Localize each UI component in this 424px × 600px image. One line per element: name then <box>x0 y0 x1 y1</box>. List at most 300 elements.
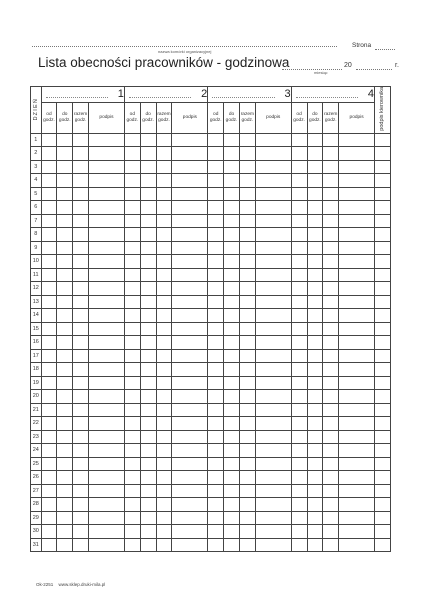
entry-cell[interactable] <box>156 417 172 431</box>
entry-cell[interactable] <box>73 444 89 458</box>
entry-cell[interactable] <box>291 444 307 458</box>
entry-cell[interactable] <box>89 417 125 431</box>
entry-cell[interactable] <box>339 363 375 377</box>
entry-cell[interactable] <box>224 133 240 147</box>
entry-cell[interactable] <box>140 538 156 552</box>
entry-cell[interactable] <box>140 160 156 174</box>
entry-cell[interactable] <box>255 255 291 269</box>
entry-cell[interactable] <box>73 390 89 404</box>
entry-cell[interactable] <box>140 255 156 269</box>
entry-cell[interactable] <box>224 444 240 458</box>
entry-cell[interactable] <box>307 282 323 296</box>
entry-cell[interactable] <box>172 322 208 336</box>
manager-signature-cell[interactable] <box>375 147 391 161</box>
entry-cell[interactable] <box>57 295 73 309</box>
manager-signature-cell[interactable] <box>375 268 391 282</box>
entry-cell[interactable] <box>89 430 125 444</box>
entry-cell[interactable] <box>156 268 172 282</box>
entry-cell[interactable] <box>307 376 323 390</box>
entry-cell[interactable] <box>224 511 240 525</box>
entry-cell[interactable] <box>339 133 375 147</box>
entry-cell[interactable] <box>339 228 375 242</box>
entry-cell[interactable] <box>89 457 125 471</box>
entry-cell[interactable] <box>307 363 323 377</box>
entry-cell[interactable] <box>307 471 323 485</box>
entry-cell[interactable] <box>73 336 89 350</box>
entry-cell[interactable] <box>140 174 156 188</box>
employee-name-line[interactable] <box>212 97 274 98</box>
entry-cell[interactable] <box>323 201 339 215</box>
entry-cell[interactable] <box>291 363 307 377</box>
entry-cell[interactable] <box>323 525 339 539</box>
entry-cell[interactable] <box>156 336 172 350</box>
page-number-line[interactable] <box>375 49 395 50</box>
entry-cell[interactable] <box>291 295 307 309</box>
entry-cell[interactable] <box>208 241 224 255</box>
entry-cell[interactable] <box>323 336 339 350</box>
entry-cell[interactable] <box>57 255 73 269</box>
manager-signature-cell[interactable] <box>375 525 391 539</box>
entry-cell[interactable] <box>172 187 208 201</box>
entry-cell[interactable] <box>208 160 224 174</box>
entry-cell[interactable] <box>140 430 156 444</box>
entry-cell[interactable] <box>140 133 156 147</box>
entry-cell[interactable] <box>339 295 375 309</box>
entry-cell[interactable] <box>239 228 255 242</box>
entry-cell[interactable] <box>255 403 291 417</box>
entry-cell[interactable] <box>291 255 307 269</box>
entry-cell[interactable] <box>291 336 307 350</box>
entry-cell[interactable] <box>57 376 73 390</box>
entry-cell[interactable] <box>224 417 240 431</box>
entry-cell[interactable] <box>124 160 140 174</box>
entry-cell[interactable] <box>140 282 156 296</box>
entry-cell[interactable] <box>291 390 307 404</box>
entry-cell[interactable] <box>124 133 140 147</box>
entry-cell[interactable] <box>89 538 125 552</box>
entry-cell[interactable] <box>89 160 125 174</box>
entry-cell[interactable] <box>73 255 89 269</box>
entry-cell[interactable] <box>172 268 208 282</box>
entry-cell[interactable] <box>89 484 125 498</box>
entry-cell[interactable] <box>339 417 375 431</box>
entry-cell[interactable] <box>307 457 323 471</box>
entry-cell[interactable] <box>208 322 224 336</box>
entry-cell[interactable] <box>156 376 172 390</box>
entry-cell[interactable] <box>73 376 89 390</box>
entry-cell[interactable] <box>224 498 240 512</box>
entry-cell[interactable] <box>208 201 224 215</box>
entry-cell[interactable] <box>224 241 240 255</box>
entry-cell[interactable] <box>208 363 224 377</box>
entry-cell[interactable] <box>124 444 140 458</box>
entry-cell[interactable] <box>156 228 172 242</box>
entry-cell[interactable] <box>89 498 125 512</box>
entry-cell[interactable] <box>255 471 291 485</box>
entry-cell[interactable] <box>307 498 323 512</box>
entry-cell[interactable] <box>156 322 172 336</box>
manager-signature-cell[interactable] <box>375 214 391 228</box>
entry-cell[interactable] <box>307 201 323 215</box>
entry-cell[interactable] <box>57 201 73 215</box>
manager-signature-cell[interactable] <box>375 538 391 552</box>
entry-cell[interactable] <box>339 201 375 215</box>
entry-cell[interactable] <box>89 133 125 147</box>
entry-cell[interactable] <box>239 538 255 552</box>
entry-cell[interactable] <box>41 484 57 498</box>
manager-signature-cell[interactable] <box>375 228 391 242</box>
entry-cell[interactable] <box>255 484 291 498</box>
entry-cell[interactable] <box>323 457 339 471</box>
entry-cell[interactable] <box>57 241 73 255</box>
entry-cell[interactable] <box>208 444 224 458</box>
entry-cell[interactable] <box>323 430 339 444</box>
entry-cell[interactable] <box>239 309 255 323</box>
entry-cell[interactable] <box>239 444 255 458</box>
employee-name-line[interactable] <box>129 97 191 98</box>
entry-cell[interactable] <box>323 228 339 242</box>
entry-cell[interactable] <box>208 133 224 147</box>
entry-cell[interactable] <box>89 322 125 336</box>
entry-cell[interactable] <box>172 484 208 498</box>
entry-cell[interactable] <box>339 322 375 336</box>
entry-cell[interactable] <box>291 538 307 552</box>
entry-cell[interactable] <box>323 390 339 404</box>
entry-cell[interactable] <box>124 255 140 269</box>
entry-cell[interactable] <box>89 201 125 215</box>
entry-cell[interactable] <box>291 417 307 431</box>
entry-cell[interactable] <box>57 147 73 161</box>
entry-cell[interactable] <box>339 349 375 363</box>
manager-signature-cell[interactable] <box>375 471 391 485</box>
entry-cell[interactable] <box>140 147 156 161</box>
entry-cell[interactable] <box>41 457 57 471</box>
entry-cell[interactable] <box>339 160 375 174</box>
entry-cell[interactable] <box>307 349 323 363</box>
entry-cell[interactable] <box>41 525 57 539</box>
entry-cell[interactable] <box>307 525 323 539</box>
entry-cell[interactable] <box>291 457 307 471</box>
entry-cell[interactable] <box>140 363 156 377</box>
entry-cell[interactable] <box>172 363 208 377</box>
entry-cell[interactable] <box>73 201 89 215</box>
entry-cell[interactable] <box>89 241 125 255</box>
entry-cell[interactable] <box>291 268 307 282</box>
entry-cell[interactable] <box>323 376 339 390</box>
entry-cell[interactable] <box>239 187 255 201</box>
entry-cell[interactable] <box>255 174 291 188</box>
entry-cell[interactable] <box>172 147 208 161</box>
entry-cell[interactable] <box>323 484 339 498</box>
entry-cell[interactable] <box>323 511 339 525</box>
entry-cell[interactable] <box>140 525 156 539</box>
entry-cell[interactable] <box>323 349 339 363</box>
entry-cell[interactable] <box>124 403 140 417</box>
entry-cell[interactable] <box>208 471 224 485</box>
entry-cell[interactable] <box>156 511 172 525</box>
manager-signature-cell[interactable] <box>375 444 391 458</box>
entry-cell[interactable] <box>73 187 89 201</box>
entry-cell[interactable] <box>323 403 339 417</box>
entry-cell[interactable] <box>172 133 208 147</box>
entry-cell[interactable] <box>124 201 140 215</box>
entry-cell[interactable] <box>255 525 291 539</box>
entry-cell[interactable] <box>323 295 339 309</box>
entry-cell[interactable] <box>307 484 323 498</box>
entry-cell[interactable] <box>73 228 89 242</box>
entry-cell[interactable] <box>323 160 339 174</box>
entry-cell[interactable] <box>255 214 291 228</box>
entry-cell[interactable] <box>323 214 339 228</box>
entry-cell[interactable] <box>323 363 339 377</box>
entry-cell[interactable] <box>208 403 224 417</box>
entry-cell[interactable] <box>224 390 240 404</box>
entry-cell[interactable] <box>239 133 255 147</box>
entry-cell[interactable] <box>156 174 172 188</box>
entry-cell[interactable] <box>208 282 224 296</box>
website[interactable]: www.sklep.druki-mila.pl <box>58 582 106 587</box>
entry-cell[interactable] <box>224 403 240 417</box>
entry-cell[interactable] <box>41 255 57 269</box>
manager-signature-cell[interactable] <box>375 160 391 174</box>
entry-cell[interactable] <box>89 174 125 188</box>
entry-cell[interactable] <box>124 430 140 444</box>
entry-cell[interactable] <box>172 336 208 350</box>
entry-cell[interactable] <box>339 430 375 444</box>
entry-cell[interactable] <box>239 498 255 512</box>
entry-cell[interactable] <box>41 363 57 377</box>
entry-cell[interactable] <box>307 214 323 228</box>
entry-cell[interactable] <box>224 349 240 363</box>
entry-cell[interactable] <box>140 295 156 309</box>
entry-cell[interactable] <box>239 241 255 255</box>
entry-cell[interactable] <box>239 511 255 525</box>
entry-cell[interactable] <box>323 471 339 485</box>
entry-cell[interactable] <box>239 336 255 350</box>
entry-cell[interactable] <box>339 336 375 350</box>
entry-cell[interactable] <box>57 403 73 417</box>
entry-cell[interactable] <box>208 417 224 431</box>
entry-cell[interactable] <box>224 322 240 336</box>
entry-cell[interactable] <box>156 390 172 404</box>
entry-cell[interactable] <box>124 174 140 188</box>
entry-cell[interactable] <box>89 255 125 269</box>
entry-cell[interactable] <box>255 241 291 255</box>
entry-cell[interactable] <box>339 376 375 390</box>
entry-cell[interactable] <box>156 201 172 215</box>
manager-signature-cell[interactable] <box>375 390 391 404</box>
entry-cell[interactable] <box>172 282 208 296</box>
entry-cell[interactable] <box>323 417 339 431</box>
entry-cell[interactable] <box>339 309 375 323</box>
entry-cell[interactable] <box>41 390 57 404</box>
entry-cell[interactable] <box>208 336 224 350</box>
entry-cell[interactable] <box>291 376 307 390</box>
entry-cell[interactable] <box>208 228 224 242</box>
entry-cell[interactable] <box>172 214 208 228</box>
entry-cell[interactable] <box>124 363 140 377</box>
entry-cell[interactable] <box>140 241 156 255</box>
entry-cell[interactable] <box>255 457 291 471</box>
entry-cell[interactable] <box>339 390 375 404</box>
entry-cell[interactable] <box>172 376 208 390</box>
entry-cell[interactable] <box>41 444 57 458</box>
entry-cell[interactable] <box>124 241 140 255</box>
entry-cell[interactable] <box>41 268 57 282</box>
entry-cell[interactable] <box>124 309 140 323</box>
entry-cell[interactable] <box>124 214 140 228</box>
entry-cell[interactable] <box>239 349 255 363</box>
entry-cell[interactable] <box>239 471 255 485</box>
entry-cell[interactable] <box>124 295 140 309</box>
entry-cell[interactable] <box>224 201 240 215</box>
entry-cell[interactable] <box>208 255 224 269</box>
manager-signature-cell[interactable] <box>375 282 391 296</box>
entry-cell[interactable] <box>124 147 140 161</box>
entry-cell[interactable] <box>140 201 156 215</box>
entry-cell[interactable] <box>291 498 307 512</box>
entry-cell[interactable] <box>224 147 240 161</box>
entry-cell[interactable] <box>89 147 125 161</box>
entry-cell[interactable] <box>73 430 89 444</box>
entry-cell[interactable] <box>124 498 140 512</box>
entry-cell[interactable] <box>224 538 240 552</box>
entry-cell[interactable] <box>291 214 307 228</box>
entry-cell[interactable] <box>41 160 57 174</box>
entry-cell[interactable] <box>57 187 73 201</box>
entry-cell[interactable] <box>291 484 307 498</box>
entry-cell[interactable] <box>339 525 375 539</box>
employee-header-2[interactable] <box>124 87 207 103</box>
entry-cell[interactable] <box>172 498 208 512</box>
entry-cell[interactable] <box>124 538 140 552</box>
entry-cell[interactable] <box>323 538 339 552</box>
entry-cell[interactable] <box>307 174 323 188</box>
entry-cell[interactable] <box>239 417 255 431</box>
entry-cell[interactable] <box>172 403 208 417</box>
entry-cell[interactable] <box>255 282 291 296</box>
entry-cell[interactable] <box>172 309 208 323</box>
manager-signature-cell[interactable] <box>375 309 391 323</box>
entry-cell[interactable] <box>224 471 240 485</box>
entry-cell[interactable] <box>291 160 307 174</box>
entry-cell[interactable] <box>89 511 125 525</box>
entry-cell[interactable] <box>339 444 375 458</box>
manager-signature-cell[interactable] <box>375 255 391 269</box>
entry-cell[interactable] <box>140 390 156 404</box>
entry-cell[interactable] <box>89 363 125 377</box>
entry-cell[interactable] <box>57 444 73 458</box>
entry-cell[interactable] <box>57 214 73 228</box>
entry-cell[interactable] <box>239 525 255 539</box>
manager-signature-cell[interactable] <box>375 187 391 201</box>
entry-cell[interactable] <box>41 403 57 417</box>
entry-cell[interactable] <box>57 484 73 498</box>
entry-cell[interactable] <box>307 336 323 350</box>
entry-cell[interactable] <box>255 336 291 350</box>
employee-header-1[interactable] <box>41 87 124 103</box>
entry-cell[interactable] <box>208 147 224 161</box>
entry-cell[interactable] <box>124 376 140 390</box>
entry-cell[interactable] <box>307 241 323 255</box>
entry-cell[interactable] <box>140 376 156 390</box>
entry-cell[interactable] <box>156 498 172 512</box>
entry-cell[interactable] <box>57 133 73 147</box>
entry-cell[interactable] <box>239 295 255 309</box>
entry-cell[interactable] <box>208 538 224 552</box>
entry-cell[interactable] <box>57 430 73 444</box>
entry-cell[interactable] <box>41 174 57 188</box>
entry-cell[interactable] <box>73 174 89 188</box>
entry-cell[interactable] <box>224 525 240 539</box>
entry-cell[interactable] <box>208 349 224 363</box>
manager-signature-cell[interactable] <box>375 241 391 255</box>
entry-cell[interactable] <box>156 147 172 161</box>
entry-cell[interactable] <box>124 471 140 485</box>
entry-cell[interactable] <box>89 525 125 539</box>
entry-cell[interactable] <box>208 511 224 525</box>
entry-cell[interactable] <box>89 349 125 363</box>
entry-cell[interactable] <box>41 201 57 215</box>
entry-cell[interactable] <box>255 295 291 309</box>
entry-cell[interactable] <box>255 160 291 174</box>
entry-cell[interactable] <box>291 322 307 336</box>
entry-cell[interactable] <box>57 511 73 525</box>
entry-cell[interactable] <box>255 322 291 336</box>
entry-cell[interactable] <box>255 498 291 512</box>
entry-cell[interactable] <box>224 309 240 323</box>
entry-cell[interactable] <box>291 403 307 417</box>
entry-cell[interactable] <box>255 538 291 552</box>
entry-cell[interactable] <box>172 390 208 404</box>
entry-cell[interactable] <box>73 471 89 485</box>
entry-cell[interactable] <box>73 147 89 161</box>
entry-cell[interactable] <box>156 187 172 201</box>
entry-cell[interactable] <box>307 403 323 417</box>
entry-cell[interactable] <box>291 511 307 525</box>
entry-cell[interactable] <box>89 295 125 309</box>
entry-cell[interactable] <box>41 430 57 444</box>
entry-cell[interactable] <box>124 268 140 282</box>
entry-cell[interactable] <box>239 430 255 444</box>
entry-cell[interactable] <box>307 430 323 444</box>
entry-cell[interactable] <box>140 336 156 350</box>
entry-cell[interactable] <box>124 349 140 363</box>
entry-cell[interactable] <box>224 228 240 242</box>
entry-cell[interactable] <box>156 160 172 174</box>
entry-cell[interactable] <box>208 268 224 282</box>
entry-cell[interactable] <box>89 444 125 458</box>
entry-cell[interactable] <box>156 214 172 228</box>
entry-cell[interactable] <box>124 390 140 404</box>
employee-header-3[interactable] <box>208 87 291 103</box>
entry-cell[interactable] <box>323 322 339 336</box>
manager-signature-cell[interactable] <box>375 376 391 390</box>
entry-cell[interactable] <box>156 363 172 377</box>
manager-signature-cell[interactable] <box>375 457 391 471</box>
entry-cell[interactable] <box>89 376 125 390</box>
entry-cell[interactable] <box>239 174 255 188</box>
entry-cell[interactable] <box>73 525 89 539</box>
entry-cell[interactable] <box>140 309 156 323</box>
entry-cell[interactable] <box>239 282 255 296</box>
entry-cell[interactable] <box>156 525 172 539</box>
entry-cell[interactable] <box>255 228 291 242</box>
entry-cell[interactable] <box>73 268 89 282</box>
entry-cell[interactable] <box>57 498 73 512</box>
entry-cell[interactable] <box>208 430 224 444</box>
entry-cell[interactable] <box>291 471 307 485</box>
